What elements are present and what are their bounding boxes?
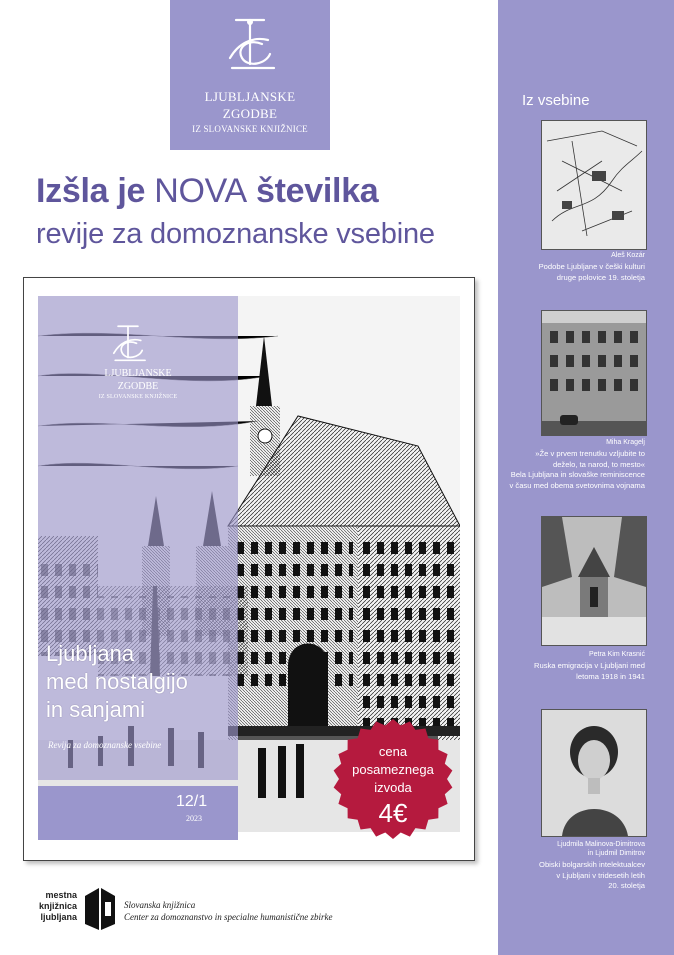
article-4-portrait-photo (541, 709, 647, 837)
headline-part-1: Izšla je (36, 172, 155, 210)
cover-title (46, 640, 246, 724)
mkl-logo-line-1: mestna (45, 890, 77, 900)
library-emblem-icon (218, 14, 282, 76)
article-1-title-line: druge polovice 19. stoletja (556, 272, 645, 282)
mkl-logo-mark-icon (83, 886, 117, 932)
footer-department: Center za domoznanstvo in specialne humanistične zbirke (124, 912, 333, 922)
article-2-author: Miha Kragelj (606, 439, 645, 446)
brand-line-3: IZ SLOVANSKE KNJIŽNICE (192, 124, 308, 134)
article-2-building-photo (541, 310, 647, 436)
price-label-line-2: posameznega (352, 762, 434, 777)
article-4-title-line: v Ljubljani v tridesetih letih (556, 870, 645, 880)
article-1-title (505, 262, 645, 283)
header-logo-block (170, 0, 330, 150)
article-2-title-line: »Že v prvem trenutku vzljubite to (535, 449, 645, 458)
cover-year: 2023 (186, 814, 202, 823)
article-3-title-line: letoma 1918 in 1941 (576, 671, 645, 681)
brand-line-1: LJUBLJANSKE (204, 89, 296, 104)
cover-emblem-icon (104, 322, 152, 366)
headline-part-2: NOVA (154, 172, 247, 210)
mkl-logo-line-2: knjižnica (38, 901, 77, 911)
brand-line-2: ZGODBE (222, 106, 278, 121)
article-3-title-line: Ruska emigracija v Ljubljani med (533, 661, 645, 670)
article-4-title-line: 20. stoletja (608, 881, 645, 890)
cover-tagline: Revija za domoznanske vsebine (48, 740, 162, 750)
article-2-title-line: Bela Ljubljana in slovaške reminiscence (510, 470, 645, 479)
mkl-logo-line-3: ljubljana (40, 912, 77, 922)
cover-issue-number: 12/1 (176, 793, 208, 810)
cover-title-line-2: med nostalgijo (46, 669, 188, 694)
price-amount: 4€ (378, 798, 408, 828)
cover-brand-line-1: LJUBLJANSKE (104, 368, 172, 379)
cover-title-line-3: in sanjami (46, 697, 146, 722)
article-3-chapel-photo (541, 516, 647, 646)
article-4-author (505, 840, 645, 858)
article-4-title-line: Obiski bolgarskih intelektualcev (539, 860, 645, 869)
article-4-title (505, 860, 645, 892)
price-label-line-1: cena (378, 744, 408, 759)
article-2-title (505, 449, 645, 491)
article-4-author-line: in Ljudmil Dimitrov (587, 850, 645, 857)
headline-part-3: številka (246, 172, 379, 210)
article-1-map-image (541, 120, 647, 250)
cover-title-line-1: Ljubljana (46, 641, 135, 666)
subheadline: revije za domoznanske vsebine (36, 218, 435, 250)
article-2-title-line: deželo, ta narod, to mesto« (552, 459, 645, 469)
cover-brand-line-2: ZGODBE (117, 381, 159, 392)
article-2-title-line: v času med obema svetovnima vojnama (509, 480, 645, 490)
price-label-line-3: izvoda (374, 780, 412, 795)
cover-brand-line-3: IZ SLOVANSKE KNJIŽNICE (98, 394, 178, 400)
article-1-title-line: Podobe Ljubljane v češki kulturi (538, 262, 645, 271)
footer-institution: Slovanska knjižnica (124, 900, 196, 910)
article-1-author: Aleš Kozár (611, 252, 645, 259)
headline (36, 172, 496, 211)
article-4-author-line: Ljudmila Malinova-Dimitrova (557, 841, 645, 848)
article-3-author: Petra Kim Krasnić (588, 651, 645, 658)
article-3-title (505, 661, 645, 682)
sidebar-title: Iz vsebine (522, 92, 590, 109)
cover-issue-panel (38, 786, 238, 840)
mkl-logo-text (31, 890, 77, 923)
